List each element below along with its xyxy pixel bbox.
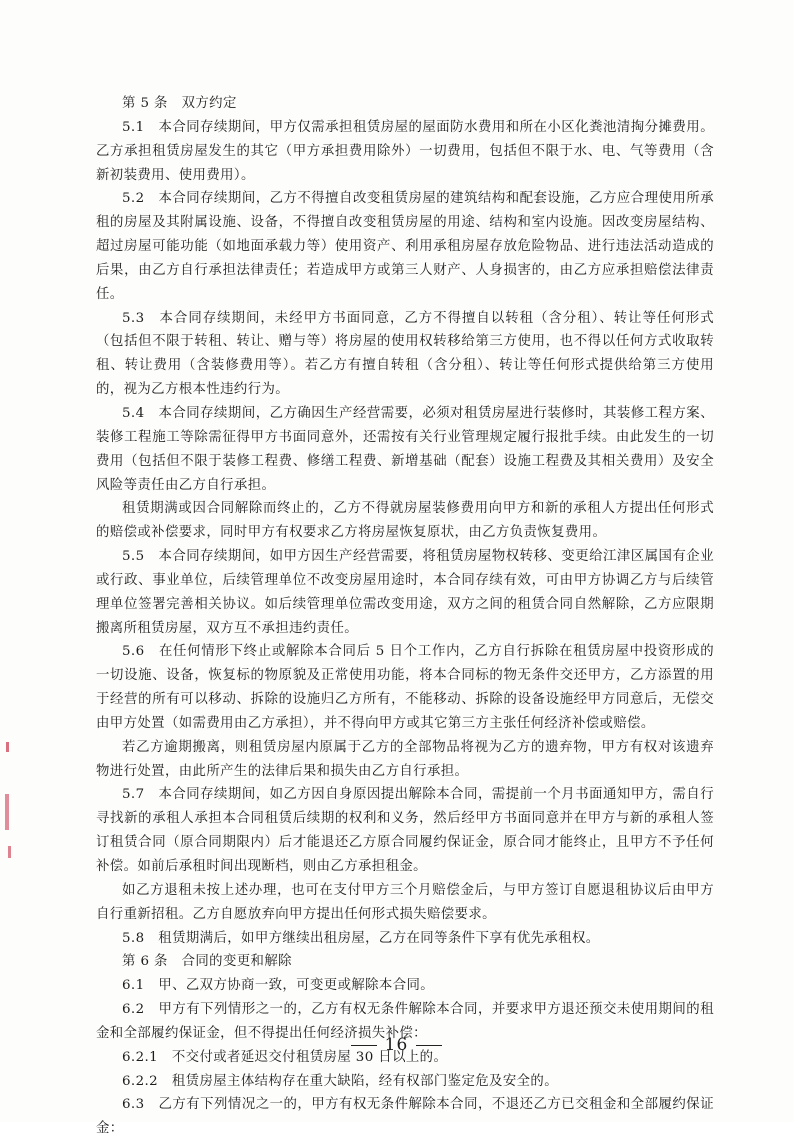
page-footer [0,1035,793,1055]
paragraph: 5.3 本合同存续期间，未经甲方书面同意，乙方不得擅自以转租（含分租）、转让等任何形式（包括但不限于转租、转让、赠与等）将房屋的使用权转移给第三方使用，也不得以任何方式收取转租、转让费用（含装修费用等）。若乙方有擅自转租（含分租）、转让等任何形式提供给第三方使用的，视为乙方根本性违约行为。 [96,310,714,398]
paragraph: 5.5 本合同存续期间，如甲方因生产经营需要，将租赁房屋物权转移、变更给江津区属国有企业或行政、事业单位，后续管理单位不改变房屋用途时，本合同存续有效，可由甲方协调乙方与后续管理单位签署完善相关协议。如后续管理单位需改变用途，双方之间的租赁合同自然解除，乙方应限期搬离所租赁房屋，双方互不承担违约责任。 [96,549,714,636]
seal-mark [6,742,9,752]
footer-dash-left [351,1045,377,1046]
footer-dash-right [416,1045,442,1046]
paragraph: 6.1 甲、乙双方协商一致，可变更或解除本合同。 [122,978,435,994]
paragraph: 若乙方逾期搬离，则租赁房屋内原属于乙方的全部物品将视为乙方的遗弃物，甲方有权对该遗弃物进行处置，由此所产生的法律后果和损失由乙方自行承担。 [96,739,714,779]
paragraph: 5.6 在任何情形下终止或解除本合同后 5 日个工作内，乙方自行拆除在租赁房屋中投资形成的一切设施、设备，恢复标的物原貌及正常使用功能，将本合同标的物无条件交还甲方，乙方添置的用于经营的所有可以移动、拆除的设施归乙方所有，不能移动、拆除的设备设施经甲方同意后，无偿交由甲方处置（如需费用由乙方承担），并不得向甲方或其它第三方主张任何经济补偿或赔偿。 [96,644,714,731]
document-body [96,92,714,1141]
paragraph: 租赁期满或因合同解除而终止的，乙方不得就房屋装修费用向甲方和新的承租人方提出任何形式的赔偿或补偿要求，同时甲方有权要求乙方将房屋恢复原状，由乙方负责恢复费用。 [96,501,714,541]
paragraph: 5.8 租赁期满后，如甲方继续出租房屋，乙方在同等条件下享有优先承租权。 [122,930,600,946]
paragraph: 6.2 甲方有下列情形之一的，乙方有权无条件解除本合同，并要求甲方退还预交未使用期间的租金和全部履约保证金，但不得提出任何经济损失补偿： [96,1002,714,1041]
section-heading: 第 5 条 双方约定 [122,96,237,111]
paragraph: 如乙方退租未按上述办理，也可在支付甲方三个月赔偿金后，与甲方签订自愿退租协议后由甲方自行重新招租。乙方自愿放弃向甲方提出任何形式损失赔偿要求。 [96,882,714,922]
section-heading: 第 6 条 合同的变更和解除 [122,954,292,970]
paragraph: 5.7 本合同存续期间，如乙方因自身原因提出解除本合同，需提前一个月书面通知甲方，需自行寻找新的承租人承担本合同租赁后续期的权利和义务，然后经甲方书面同意并在甲方与新的承租人签订租赁合同（原合同期限内）后才能退还乙方原合同履约保证金，原合同才能终止，且甲方不予任何补偿。如前后承租时间出现断档，则由乙方承担租金。 [96,787,714,874]
seal-mark [8,846,11,858]
seal-mark [5,794,9,830]
paragraph: 6.2.2 租赁房屋主体结构存在重大缺陷，经有权部门鉴定危及安全的。 [122,1073,558,1089]
paragraph: 6.3 乙方有下列情况之一的，甲方有权无条件解除本合同，不退还乙方已交租金和全部履约保证金： [96,1097,714,1137]
paragraph: 5.1 本合同存续期间，甲方仅需承担租赁房屋的屋面防水费用和所在小区化粪池清掏分摊费用。乙方承担租赁房屋发生的其它（甲方承担费用除外）一切费用，包括但不限于水、电、气等费用（含新初装费用、使用费用）。 [96,119,714,183]
paragraph: 5.4 本合同存续期间，乙方确因生产经营需要，必须对租赁房屋进行装修时，其装修工程方案、装修工程施工等除需征得甲方书面同意外，还需按有关行业管理规定履行报批手续。由此发生的一切费用（包括但不限于装修工程费、修缮工程费、新增基础（配套）设施工程费及其相关费用）及安全风险等责任由乙方自行承担。 [96,405,714,493]
paragraph: 6.2.1 不交付或者延迟交付租赁房屋 30 日以上的。 [122,1049,448,1065]
page-number: 16 [384,1035,409,1055]
paragraph: 5.2 本合同存续期间，乙方不得擅自改变租赁房屋的建筑结构和配套设施，乙方应合理使用所承租的房屋及其附属设施、设备，不得擅自改变租赁房屋的用途、结构和室内设施。因改变房屋结构、超过房屋可能功能（如地面承载力等）使用资产、利用承租房屋存放危险物品、进行违法活动造成的后果，由乙方自行承担法律责任；若造成甲方或第三人财产、人身损害的，由乙方应承担赔偿法律责任。 [96,191,714,302]
